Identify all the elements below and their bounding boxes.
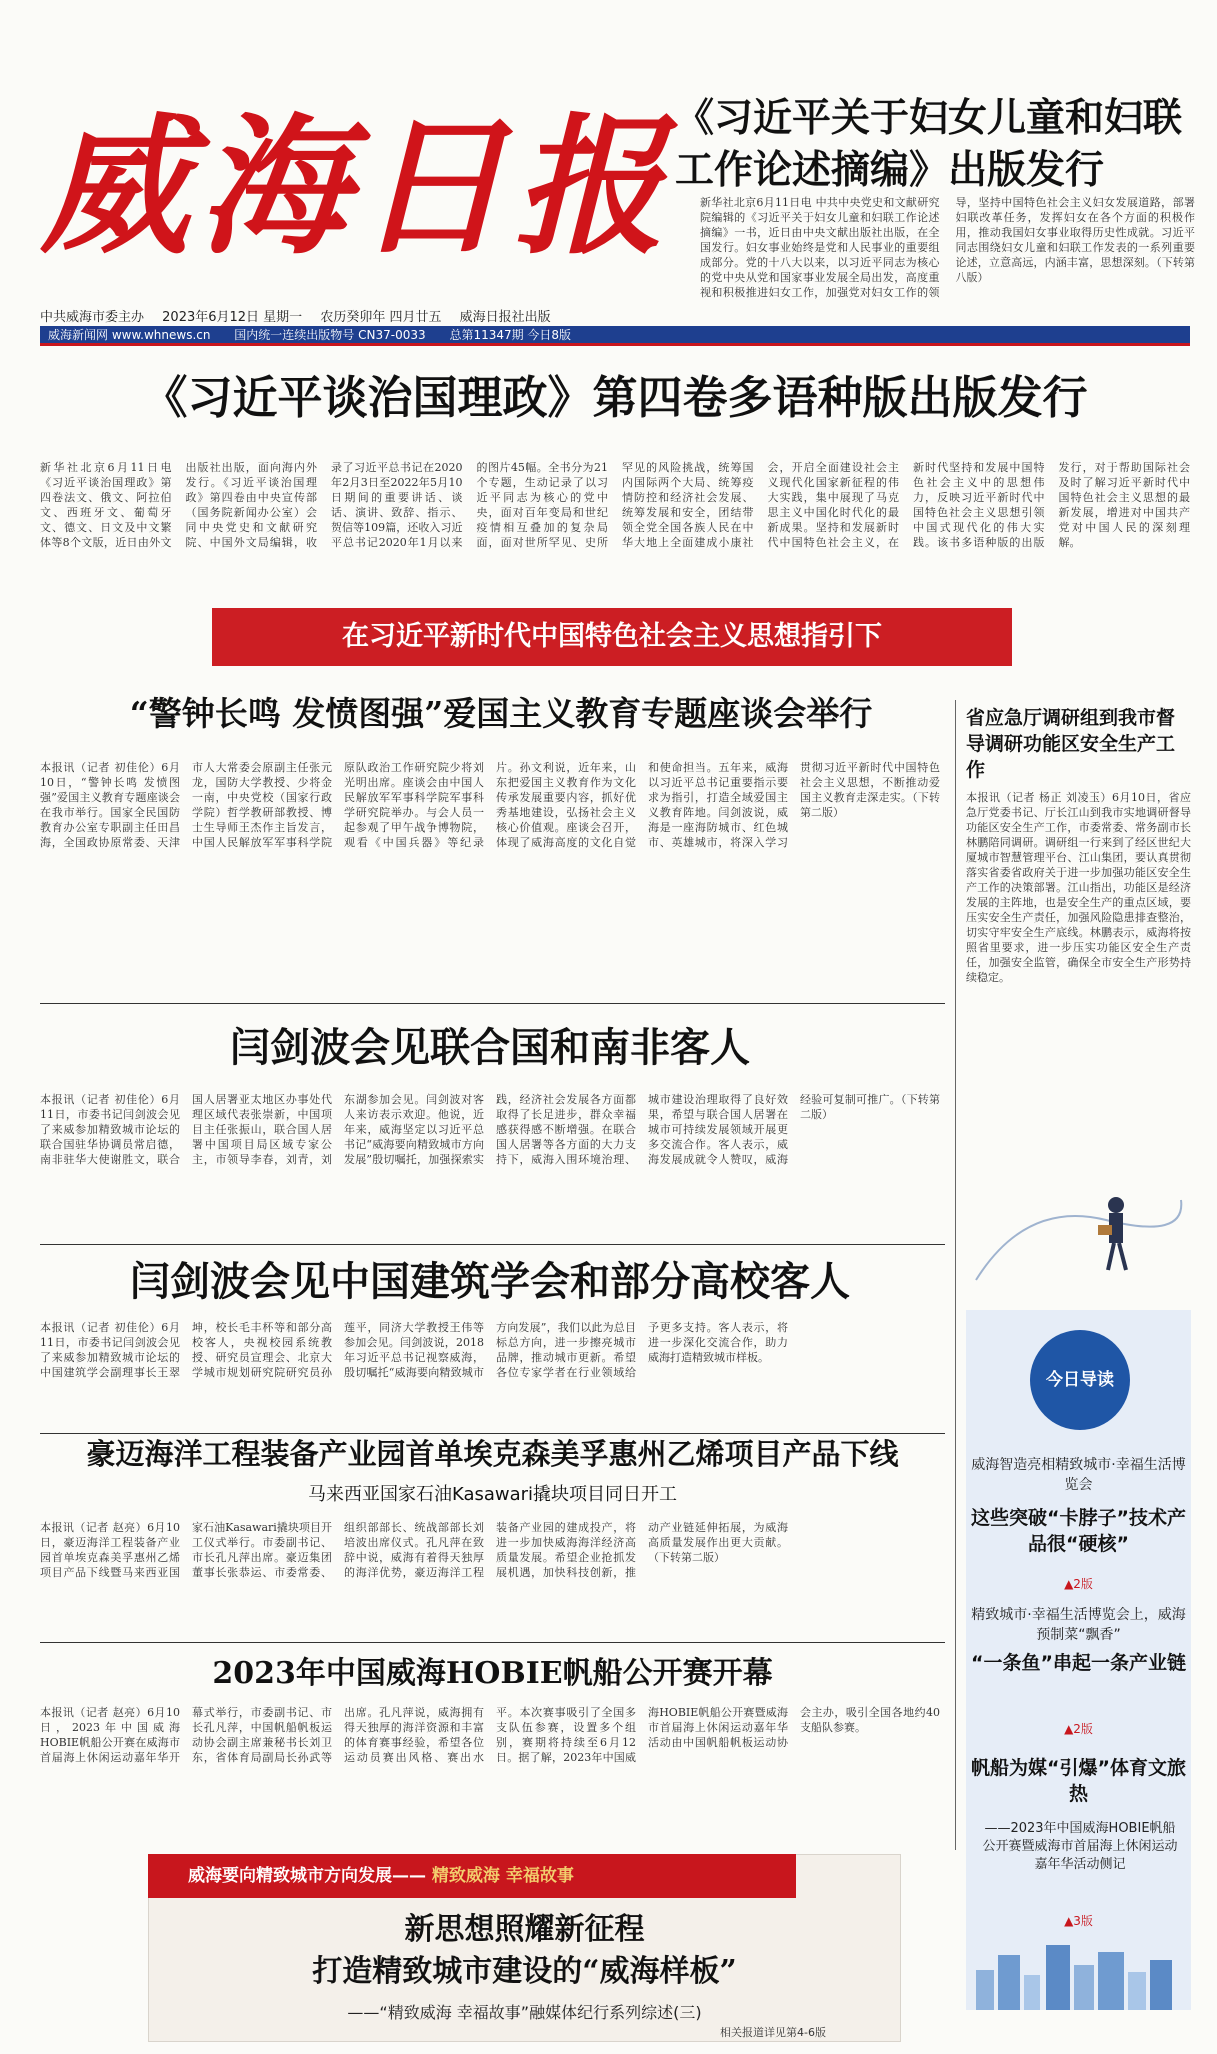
feature-headline-2[interactable]: 打造精致城市建设的“威海样板” [312,1954,737,1989]
feature-headline-1[interactable]: 新思想照耀新征程 [404,1912,645,1947]
feature-page-note: 相关报道详见第4-6版 [720,2026,826,2039]
story3-headline[interactable]: 闫剑波会见联合国和南非客人 [230,1024,750,1071]
divider [40,1244,945,1245]
divider [40,1642,945,1643]
story5-headline[interactable]: 豪迈海洋工程装备产业园首单埃克森美孚惠州乙烯项目产品下线 [86,1437,899,1471]
masthead-sponsor: 中共威海市委主办 [40,310,145,325]
guide-item-1-page: ▲2版 [1064,1577,1093,1591]
top-story-body: 新华社北京6月11日电 中共中央党史和文献研究院编辑的《习近平关于妇女儿童和妇联工作论述摘编》一书，近日由中央文献出版社出版，在全国发行。妇女事业始终是党和人民事业的重要组成部分。党的十八大以来，以习近平同志为核心的党中央从党和国家事业发展全局出发，高度重视和积极推进妇女工作，加强党对妇女工作的领导，坚持中国特色社会主义妇女发展道路，部署妇联改革任务，发挥妇女在各个方面的积极作用，推动我国妇女事业取得历史性成就。习近平同志围绕妇女儿童和妇联工作发表的一系列重要论述，立意高远，内涵丰富，思想深刻。（下转第八版） [700,196,1195,299]
guide-item-2-title[interactable]: “一条鱼”串起一条产业链 [971,1652,1186,1674]
lead-story-body: 新华社北京6月11日电 《习近平谈治国理政》第四卷法文、俄文、阿拉伯文、西班牙文、葡萄牙文、德文、日文及中文繁体等8个文版，近日由外文出版社出版，面向海内外发行。《习近平谈治国理政》第四卷由中央宣传部（国务院新闻办公室）会同中央党史和文献研究院、中国外文局编辑，收录了习近平总书记在2020年2月3日至2022年5月10日期间的重要讲话、谈话、演讲、致辞、指示、贺信等109篇，还收入习近平总书记2020年1月以来的图片45幅。全书分为21个专题，生动记录了以习近平同志为核心的党中央，面对百年变局和世纪疫情相互叠加的复杂局面，面对世所罕见、史所罕见的风险挑战，统筹国内国际两个大局、统筹疫情防控和经济社会发展、统筹发展和安全，团结带领全党全国各族人民在中华大地上全面建成小康社会，开启全面建设社会主义现代化国家新征程的伟大实践，集中展现了马克思主义中国化时代化的最新成果。坚持和发展新时代中国特色社会主义，在新时代坚持和发展中国特色社会主义中的思想伟力，反映习近平新时代中国特色社会主义思想引领中国式现代化的伟大实践。该书多语种版的出版发行，对于帮助国际社会及时了解习近平新时代中国特色社会主义思想的最新发展，增进对中国共产党对中国人民的深刻理解。 [40,461,1190,549]
top-story-headline[interactable]: 《习近平关于妇女儿童和妇联工作论述摘编》出版发行 [675,95,1183,193]
lead-story-headline[interactable]: 《习近平谈治国理政》第四卷多语种版出版发行 [142,371,1088,424]
story6-body: 本报讯（记者 赵亮）6月10日，2023年中国威海HOBIE帆船公开赛在威海市首届海上休闲运动嘉年华开幕式举行，市委副书记、市长孔凡萍，中国帆船帆板运动协会副主席兼秘书长刘卫东，省体育局副局长孙武等出席。孔凡萍说，威海拥有得天独厚的海洋资源和丰富的体育赛事经验，希望各位运动员赛出风格、赛出水平。本次赛事吸引了全国多支队伍参赛，设置多个组别，赛期将持续至6月12日。据了解，2023年中国威海HOBIE帆船公开赛暨威海市首届海上休闲运动嘉年华活动由中国帆船帆板运动协会主办，吸引全国各地约40支船队参赛。 [40,1706,940,1764]
divider [40,1003,945,1004]
story2-headline[interactable]: “警钟长鸣 发愤图强”爱国主义教育专题座谈会举行 [129,694,873,733]
masthead-publisher: 威海日报社出版 [459,310,551,325]
city-skyline-illustration [966,1940,1191,2010]
story3-body: 本报讯（记者 初佳伦）6月11日，市委书记闫剑波会见了来威参加精致城市论坛的联合国驻华协调员常启德，南非驻华大使谢胜文，联合国人居署亚太地区办事处代理区域代表张崇新，中国项目主任张振山，联合国人居署中国项目局区域专家公主，市领导李春，刘青，刘东湖参加会见。闫剑波对客人来访表示欢迎。他说，近年来，威海坚定以习近平总书记“威海要向精致城市方向发展”殷切嘱托，加强探索实践，经济社会发展各方面都取得了长足进步，群众幸福感获得感不断增强。在联合国人居署等各方面的大力支持下，威海入围环境治理、城市建设治理取得了良好效果，希望与联合国人居署在城市可持续发展领域开展更多交流合作。客人表示，威海发展成就令人赞叹，威海经验可复制可推广。（下转第二版） [40,1093,940,1166]
story5-body: 本报讯（记者 赵亮）6月10日，豪迈海洋工程装备产业园首单埃克森美孚惠州乙烯项目产品下线暨马来西亚国家石油Kasawari撬块项目开工仪式举行。市委副书记、市长孔凡萍出席。豪迈集团董事长张恭运、市委常委、组织部部长、统战部部长刘培波出席仪式。孔凡萍在致辞中说，威海有着得天独厚的海洋优势，豪迈海洋工程装备产业园的建成投产，将进一步加快威海海洋经济高质量发展。希望企业抢抓发展机遇，加快科技创新，推动产业链延伸拓展，为威海高质量发展作出更大贡献。（下转第二版） [40,1521,788,1579]
guide-item-3-sub: ——2023年中国威海HOBIE帆船公开赛暨威海市首届海上休闲运动嘉年华活动侧记 [982,1821,1178,1872]
story5-subhead: 马来西亚国家石油Kasawari撬块项目同日开工 [307,1484,678,1505]
story4-headline[interactable]: 闫剑波会见中国建筑学会和部分高校客人 [130,1258,850,1305]
guide-item-3-page: ▲3版 [1064,1914,1093,1928]
masthead-logo [40,92,673,282]
story4-body: 本报讯（记者 初佳伦）6月11日，市委书记闫剑波会见了来威参加精致城市论坛的中国建筑学会副理事长王翠坤，校长毛丰杯等和部分高校客人，央视校园系统教授、研究员宣理会、北京大学城市规划研究院研究员孙莲平，同济大学教授王伟等参加会见。闫剑波说，2018年习近平总书记视察威海，殷切嘱托“威海要向精致城市方向发展”，我们以此为总目标总方向，进一步擦亮城市品牌，推动城市更新。希望各位专家学者在行业领域给予更多支持。客人表示，将进一步深化交流合作，助力威海打造精致城市样板。 [40,1321,788,1379]
feature-ribbon-tag: 精致威海 幸福故事 [431,1866,574,1886]
guide-item-2-kicker: 精致城市·幸福生活博览会上，威海预制菜“飘香” [971,1607,1186,1643]
serial-number: 国内统一连续出版物号 CN37-0033 [234,328,426,342]
businessman-illustration [966,1180,1191,1300]
column-divider [955,700,956,1850]
masthead-logo-text: 威海日报 [40,99,673,275]
theme-banner: 在习近平新时代中国特色社会主义思想指引下 [212,608,1012,666]
masthead-lunar-date: 农历癸卯年 四月廿五 [320,310,442,325]
feature-ribbon-slogan: 威海要向精致城市方向发展—— [188,1866,426,1886]
today-guide-badge: 今日导读 [1030,1330,1130,1430]
masthead-divider [40,343,1190,346]
issue-number: 总第11347期 今日8版 [449,328,572,342]
guide-item-3-title[interactable]: 帆船为媒“引爆”体育文旅热 [971,1757,1186,1805]
masthead-date: 2023年6月12日 星期一 [162,310,303,325]
feature-ribbon [148,1854,796,1898]
masthead-meta [40,306,680,326]
guide-item-1-kicker: 威海智造亮相精致城市·幸福生活博览会 [971,1457,1186,1493]
feature-subtitle: ——“精致威海 幸福故事”融媒体纪行系列综述(三) [347,2003,702,2022]
website-link[interactable]: 威海新闻网 www.whnews.cn [48,328,211,342]
story6-headline[interactable]: 2023年中国威海HOBIE帆船公开赛开幕 [212,1656,773,1691]
guide-item-2-page: ▲2版 [1064,1722,1093,1736]
story2-body: 本报讯（记者 初佳伦）6月10日，“警钟长鸣 发愤图强”爱国主义教育专题座谈会在我市举行。国家全民国防教育办公室专职副主任田昌海，全国政协原常委、天津市人大常委会原副主任张元龙，国防大学教授、少将金一南，中央党校（国家行政学院）哲学教研部教授、博士生导师王杰作主旨发言，中国人民解放军军事科学院原队政治工作研究院少将刘光明出席。座谈会由中国人民解放军军事科学院军事科学研究院举办。与会人员一起参观了甲午战争博物院，观看《中国兵器》等纪录片。孙文利说，近年来，山东把爱国主义教育作为文化传承发展重要内容，抓好优秀基地建设，弘扬社会主义核心价值观。座谈会召开，体现了威海高度的文化自觉和使命担当。五年来，威海以习近平总书记重要指示要求为指引，打造全域爱国主义教育阵地。闫剑波说，威海是一座海防城市、红色城市、英雄城市，将深入学习贯彻习近平新时代中国特色社会主义思想，不断推动爱国主义教育走深走实。（下转第二版） [40,761,940,849]
right-story-body: 本报讯（记者 杨正 刘凌玉）6月10日，省应急厅党委书记、厅长江山到我市实地调研督导功能区安全生产工作，市委常委、常务副市长林鹏陪同调研。调研组一行来到了经区世纪大厦城市智慧管理平台、江山集团，要认真贯彻落实省委省政府关于进一步加强功能区安全生产工作的决策部署。江山指出，功能区是经济发展的主阵地，也是安全生产的重点区域，要压实安全生产责任，加强风险隐患排查整治，切实守牢安全生产底线。林鹏表示，威海将按照省里要求，进一步压实功能区安全生产责任，加强安全监管，确保全市安全生产形势持续稳定。 [966,791,1191,984]
guide-item-1-title[interactable]: 这些突破“卡脖子”技术产品很“硬核” [971,1507,1186,1555]
right-story-headline[interactable]: 省应急厅调研组到我市督导调研功能区安全生产工作 [966,707,1176,781]
masthead-info-bar [40,326,1190,344]
